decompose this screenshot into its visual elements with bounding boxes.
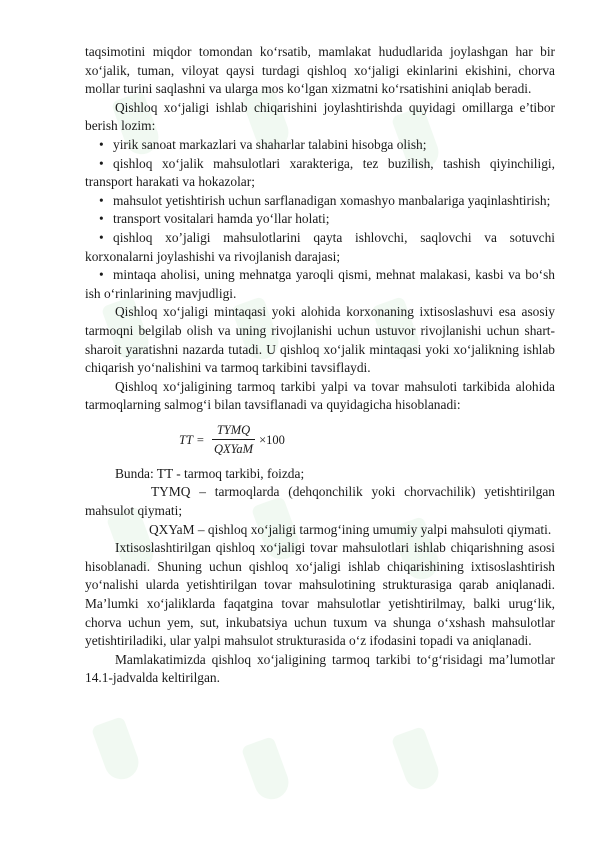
- bullet-text: mahsulot yetishtirish uchun sarflanadigan xomashyo manbalariga yaqinlashtirish;: [113, 192, 551, 208]
- bullet-item: [85, 210, 555, 229]
- text-line: Qishloq xo‘jaligi ishlab chiqarishini joylashtirishda quyidagi omillarga e’tibor: [115, 99, 555, 115]
- bullet-item: [85, 229, 555, 266]
- formula-denominator: QXYaM: [212, 439, 255, 459]
- formula: [85, 415, 555, 465]
- bullet-text: qishloq xo‘jalik mahsulotlari xarakteriga, tez buzilish, tashish qiyinchiligi, transport harakati va hokazolar;: [85, 155, 555, 190]
- bullet-item: [85, 136, 555, 155]
- formula-lhs: TT: [179, 432, 193, 447]
- text-line: taqsimotini miqdor tomondan ko‘rsatib, mamlakat hududlarida joylashgan har bir: [85, 44, 555, 59]
- formula-numerator: TYMQ: [216, 422, 251, 437]
- bullet-text: qishloq xo’jaligi mahsulotlarini qayta ishlovchi, saqlovchi va sotuvchi korxonalarni joylashishi va rivojlanish darajasi;: [85, 229, 555, 264]
- bullet-item: [85, 266, 555, 303]
- formula-multiplier: ×100: [259, 432, 285, 447]
- bullet-icon: •: [99, 192, 104, 208]
- watermark-shape: [91, 716, 143, 784]
- definition-line: Bunda: TT - tarmoq tarkibi, foizda;: [115, 465, 305, 481]
- formula-fraction: [212, 421, 255, 459]
- document-page: [85, 43, 555, 688]
- bullet-icon: •: [99, 155, 104, 171]
- bullet-item: [85, 155, 555, 192]
- bullet-icon: •: [99, 229, 104, 245]
- text-line: mollar turini saqlashni va ularga mos ko‘lgan xizmatni ko‘rsatishini aniqlab beradi.: [85, 81, 532, 97]
- bullet-icon: •: [99, 211, 104, 227]
- bullet-icon: •: [99, 267, 104, 283]
- bullet-text: transport vositalari hamda yo‘llar holati;: [113, 211, 330, 227]
- text-line: berish lozim:: [85, 118, 156, 134]
- definition-line: QXYaM – qishloq xo‘jaligi tarmog‘ining umumiy yalpi mahsuloti qiymati.: [149, 521, 552, 537]
- bullet-text: mintaqa aholisi, uning mehnatga yaroqli qismi, mehnat malakasi, kasbi va bo‘sh ish o‘rinlarining mavjudligi.: [85, 267, 555, 301]
- text-line: xo‘jalik, tuman, viloyat qaysi turdagi qishloq xo‘jaligi ekinlarini ekishini, chorva: [85, 62, 555, 78]
- formula-equals: =: [196, 432, 204, 447]
- paragraph: Mamlakatimizda qishloq xo‘jaligining tarmoq tarkibi to‘g‘risidagi ma’lumotlar 14.1-jadvalda keltirilgan.: [85, 651, 555, 686]
- paragraph: Ixtisoslashtirilgan qishloq xo‘jaligi tovar mahsulotlari ishlab chiqarishning asosi hisoblanadi. Shuning uchun qishloq xo‘jaligi ishlab chiqarishining ixtisoslashtirish yo‘nalishi ularda yetishtirilgan tovar mahsulotining strukturasiga qarab aniqlanadi. Ma’lumki xo‘jaliklarda faqatgina tovar mahsulotlar yetishtirilmay, balki urug‘lik, chorva uchun yem, sut, inkubatsiya uchun tuxum va shunga o‘xshash mahsulotlar yetishtiriladiki, ular yalpi mahsulot strukturasida o‘z ifodasini topadi va aniqlanadi.: [85, 540, 555, 649]
- paragraph: Qishloq xo‘jaligining tarmoq tarkibi yalpi va tovar mahsuloti tarkibida alohida tarmoqlarning salmog‘i bilan tavsiflanadi va quyidagicha hisoblanadi:: [85, 378, 555, 413]
- watermark-shape: [391, 726, 443, 794]
- bullet-item: [85, 192, 555, 211]
- definition-line: TYMQ – tarmoqlarda (dehqonchilik yoki chorvachilik) yetishtirilgan mahsulot qiymati;: [85, 484, 555, 519]
- watermark-shape: [241, 736, 293, 804]
- bullet-icon: •: [99, 136, 104, 152]
- bullet-text: yirik sanoat markazlari va shaharlar talabini hisobga olish;: [113, 136, 427, 152]
- paragraph: Qishloq xo‘jaligi mintaqasi yoki alohida korxonaning ixtisoslashuvi esa asosiy tarmoqni belgilab olish va uning rivojlanishi uchun ustuvor rivojlanishi uchun shart-sharoit yaratishni nazarda tutadi. U qishloq xo‘jalik mintaqasi yoki xo‘jalikning ishlab chiqarish yo‘nalishini va tarmoq tarkibini tavsiflaydi.: [85, 304, 555, 376]
